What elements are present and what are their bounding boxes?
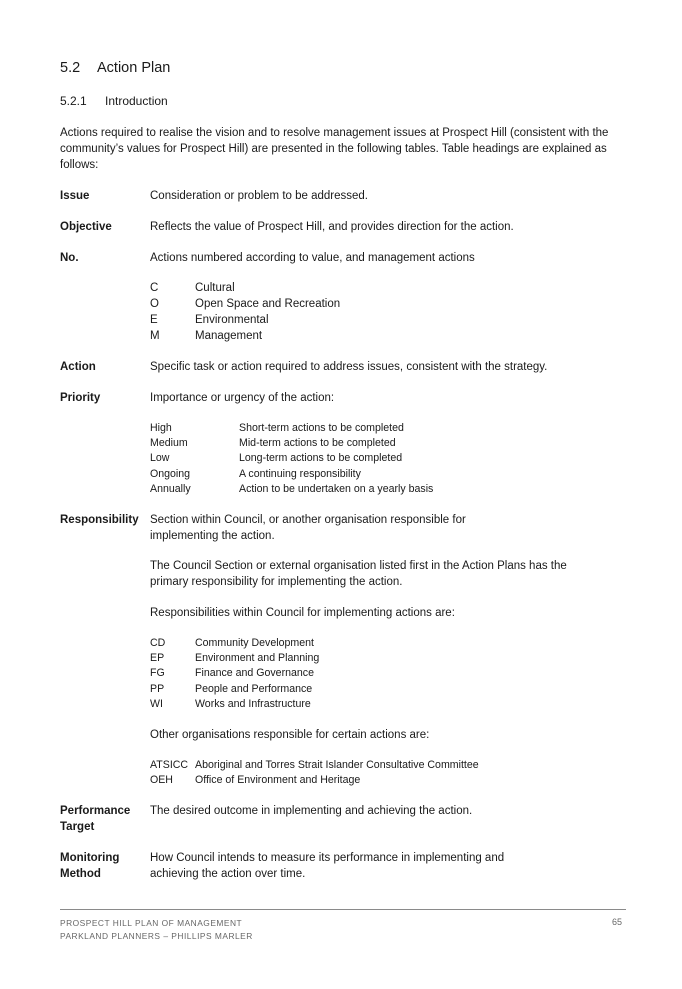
desc-responsibility-3: Responsibilities within Council for implementing actions are: bbox=[150, 607, 455, 619]
list-item: ATSICC Aboriginal and Torres Strait Islander Consultative Committee bbox=[150, 759, 479, 771]
term-action: Action bbox=[60, 361, 96, 373]
subsection-number: 5.2.1 bbox=[60, 94, 87, 108]
priority-levels-list bbox=[150, 421, 433, 497]
desc-responsibility-4: Other organisations responsible for certain actions are: bbox=[150, 729, 430, 741]
term-performance-target: Performance Target bbox=[60, 805, 131, 833]
term-issue: Issue bbox=[60, 190, 90, 202]
section-number: 5.2 bbox=[60, 60, 81, 76]
list-item: FG Finance and Governance bbox=[150, 667, 314, 680]
section-heading bbox=[60, 60, 170, 76]
footer bbox=[60, 917, 253, 943]
term-monitoring-method: Monitoring Method bbox=[60, 852, 120, 880]
intro-paragraph: Actions required to realise the vision and to resolve management issues at Prospect Hill (consistent with the community’s values for Prospect Hill) are presented in the following tables. Table headings are explained as follows: bbox=[60, 127, 609, 171]
desc-performance-target: The desired outcome in implementing and achieving the action. bbox=[150, 805, 473, 817]
list-item: E Environmental bbox=[150, 314, 269, 326]
list-item: Annually Action to be undertaken on a yearly basis bbox=[150, 482, 434, 495]
subsection-title: Introduction bbox=[105, 94, 168, 108]
list-item: PP People and Performance bbox=[150, 682, 313, 695]
page-number: 65 bbox=[612, 917, 623, 927]
other-orgs-list bbox=[150, 758, 479, 788]
desc-action: Specific task or action required to address issues, consistent with the strategy. bbox=[150, 361, 548, 373]
list-item: Ongoing A continuing responsibility bbox=[150, 467, 361, 480]
desc-issue: Consideration or problem to be addressed. bbox=[150, 190, 368, 202]
list-item: M Management bbox=[150, 330, 263, 342]
list-item: CD Community Development bbox=[150, 637, 314, 649]
desc-responsibility-1: Section within Council, or another organisation responsible for implementing the action. bbox=[150, 514, 466, 542]
term-no: No. bbox=[60, 252, 79, 264]
footer-document-title: PROSPECT HILL PLAN OF MANAGEMENT bbox=[60, 918, 243, 928]
list-item: EP Environment and Planning bbox=[150, 652, 320, 665]
footer-divider bbox=[60, 909, 626, 910]
list-item: OEH Office of Environment and Heritage bbox=[150, 774, 361, 787]
list-item: O Open Space and Recreation bbox=[150, 298, 341, 310]
desc-priority: Importance or urgency of the action: bbox=[150, 392, 335, 404]
desc-no: Actions numbered according to value, and management actions bbox=[150, 252, 475, 264]
list-item: Medium Mid-term actions to be completed bbox=[150, 437, 396, 450]
value-codes-list bbox=[150, 280, 340, 344]
desc-responsibility-2: The Council Section or external organisation listed first in the Action Plans has the primary responsibility for implementing the action. bbox=[150, 560, 567, 588]
list-item: C Cultural bbox=[150, 282, 235, 294]
desc-objective: Reflects the value of Prospect Hill, and provides direction for the action. bbox=[150, 221, 514, 233]
term-responsibility: Responsibility bbox=[60, 514, 139, 526]
term-objective: Objective bbox=[60, 221, 112, 233]
term-priority: Priority bbox=[60, 392, 101, 404]
list-item: Low Long-term actions to be completed bbox=[150, 452, 403, 465]
council-sections-list bbox=[150, 636, 319, 712]
list-item: High Short-term actions to be completed bbox=[150, 422, 404, 434]
section-title: Action Plan bbox=[97, 60, 171, 76]
subsection-heading bbox=[60, 94, 168, 108]
list-item: WI Works and Infrastructure bbox=[150, 697, 311, 710]
footer-authors: PARKLAND PLANNERS – PHILLIPS MARLER bbox=[60, 931, 253, 941]
desc-monitoring-method: How Council intends to measure its performance in implementing and achieving the action over time. bbox=[150, 852, 505, 880]
